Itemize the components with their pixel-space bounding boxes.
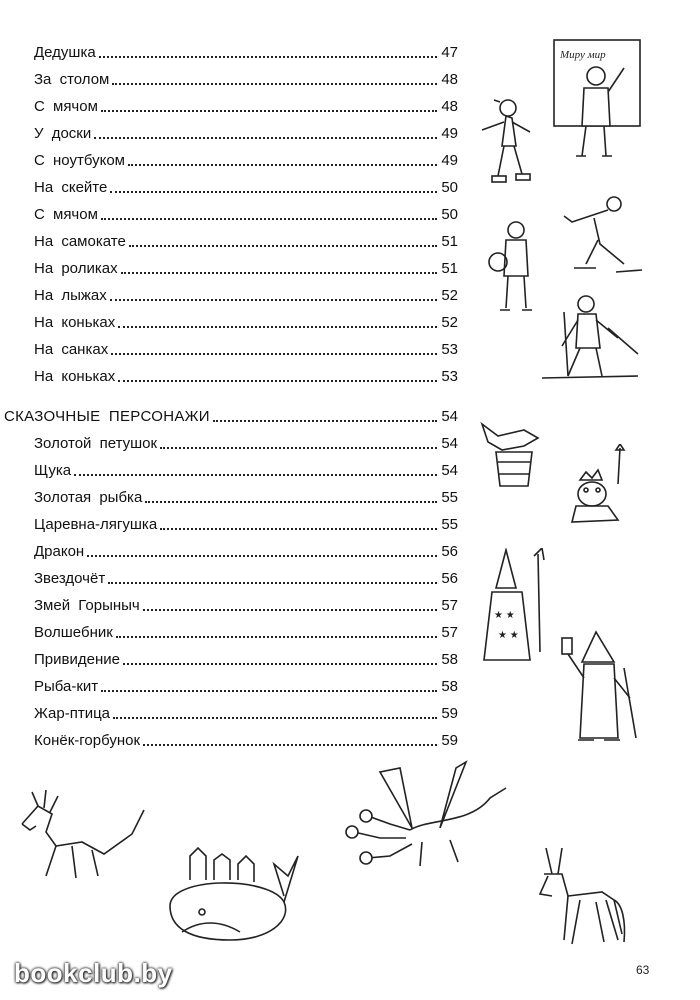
whale-with-town-illustration xyxy=(160,836,304,948)
humpbacked-horse-illustration xyxy=(522,844,632,952)
toc-title: У доски xyxy=(34,125,92,142)
toc-title: С мячом xyxy=(34,98,98,115)
toc-row xyxy=(34,229,458,251)
toc-row xyxy=(34,94,458,116)
toc-page: 49 xyxy=(441,152,458,169)
dot-leader xyxy=(128,164,437,166)
frog-princess-illustration xyxy=(568,444,638,534)
speed-skater-illustration xyxy=(552,194,652,280)
toc-row xyxy=(34,310,458,332)
toc-title: Конёк-горбунок xyxy=(34,732,141,749)
toc-page: 51 xyxy=(441,233,458,250)
toc-title: Золотая рыбка xyxy=(34,489,143,506)
pike-in-barrel-illustration xyxy=(478,414,548,490)
dot-leader xyxy=(110,299,437,301)
toc-page: 57 xyxy=(441,624,458,641)
dot-leader xyxy=(110,191,437,193)
toc-title: С мячом xyxy=(34,206,98,223)
toc-title: На самокате xyxy=(34,233,126,250)
toc-page: 59 xyxy=(441,732,458,749)
toc-row xyxy=(34,67,458,89)
boy-with-ball-illustration xyxy=(486,218,542,318)
toc-page: 57 xyxy=(441,597,458,614)
toc-row xyxy=(34,728,458,750)
dot-leader xyxy=(87,555,437,557)
dot-leader xyxy=(94,137,437,139)
dot-leader xyxy=(111,353,437,355)
toc-title: Волшебник xyxy=(34,624,113,641)
toc-page: 49 xyxy=(441,125,458,142)
toc-title: На коньках xyxy=(34,314,116,331)
toc-page: 59 xyxy=(441,705,458,722)
toc-page: 56 xyxy=(441,543,458,560)
toc-title: Змей Горыныч xyxy=(34,597,140,614)
dot-leader xyxy=(74,474,437,476)
toc-title: На санках xyxy=(34,341,109,358)
dot-leader xyxy=(101,218,437,220)
toc-row xyxy=(34,175,458,197)
toc-page: 51 xyxy=(441,260,458,277)
three-headed-dragon-illustration xyxy=(340,758,510,878)
dot-leader xyxy=(160,447,437,449)
toc-page: 58 xyxy=(441,678,458,695)
toc-row xyxy=(34,40,458,62)
dot-leader xyxy=(213,420,437,422)
toc-title: С ноутбуком xyxy=(34,152,125,169)
toc-page: 48 xyxy=(441,71,458,88)
toc-page: 55 xyxy=(441,489,458,506)
dot-leader xyxy=(121,272,437,274)
dot-leader xyxy=(101,690,437,692)
toc-page: 52 xyxy=(441,287,458,304)
toc-title: Золотой петушок xyxy=(34,435,158,452)
toc-page: 48 xyxy=(441,98,458,115)
toc-row xyxy=(34,485,458,507)
toc-title: Рыба-кит xyxy=(34,678,99,695)
toc-row xyxy=(34,647,458,669)
dot-leader xyxy=(160,528,437,530)
wizard-with-lantern-illustration xyxy=(556,628,642,748)
toc-row xyxy=(34,148,458,170)
dot-leader xyxy=(99,56,437,58)
toc-page: 56 xyxy=(441,570,458,587)
toc-row xyxy=(34,283,458,305)
dot-leader xyxy=(145,501,437,503)
toc-title: За столом xyxy=(34,71,110,88)
skier-illustration xyxy=(538,292,648,384)
toc-row xyxy=(34,458,458,480)
dot-leader xyxy=(116,636,437,638)
section-title: СКАЗОЧНЫЕ ПЕРСОНАЖИ xyxy=(4,408,210,425)
dot-leader xyxy=(123,663,437,665)
toc-page: 52 xyxy=(441,314,458,331)
toc-page: 50 xyxy=(441,179,458,196)
toc-row xyxy=(34,256,458,278)
watermark: bookclub.by xyxy=(14,958,173,988)
section-heading xyxy=(4,404,458,426)
firebird-dragon-illustration xyxy=(12,784,152,888)
toc-row xyxy=(34,701,458,723)
toc-title: Щука xyxy=(34,462,72,479)
toc-title: На скейте xyxy=(34,179,108,196)
toc-row xyxy=(34,539,458,561)
toc-title: На лыжах xyxy=(34,287,107,304)
toc-row xyxy=(34,566,458,588)
toc-row xyxy=(34,593,458,615)
toc-row xyxy=(34,674,458,696)
board-text: Миру мир xyxy=(560,49,606,61)
svg-text:★ ★: ★ ★ xyxy=(494,610,515,621)
dot-leader xyxy=(112,83,437,85)
toc-row xyxy=(34,620,458,642)
toc-title: Жар-птица xyxy=(34,705,111,722)
toc-page: 53 xyxy=(441,341,458,358)
page-number: 63 xyxy=(636,963,650,977)
toc-title: Дедушка xyxy=(34,44,96,61)
toc-row xyxy=(34,121,458,143)
toc-row xyxy=(34,364,458,386)
dot-leader xyxy=(118,380,437,382)
toc-page: 55 xyxy=(441,516,458,533)
toc-page: 47 xyxy=(441,44,458,61)
toc-page: 58 xyxy=(441,651,458,668)
toc-page: 53 xyxy=(441,368,458,385)
toc-title: Звездочёт xyxy=(34,570,106,587)
toc-title: Привидение xyxy=(34,651,120,668)
toc-row xyxy=(34,431,458,453)
dot-leader xyxy=(143,609,437,611)
girl-on-rollerblades-illustration xyxy=(472,96,552,196)
toc-title: На роликах xyxy=(34,260,118,277)
svg-text:★ ★: ★ ★ xyxy=(498,630,519,641)
dot-leader xyxy=(129,245,437,247)
toc-title: Царевна-лягушка xyxy=(34,516,158,533)
dot-leader xyxy=(108,582,437,584)
toc-row xyxy=(34,512,458,534)
dot-leader xyxy=(118,326,437,328)
dot-leader xyxy=(143,744,437,746)
toc-title: Дракон xyxy=(34,543,85,560)
boy-at-blackboard-illustration xyxy=(548,36,644,162)
toc-page: 54 xyxy=(441,462,458,479)
toc-page: 50 xyxy=(441,206,458,223)
dot-leader xyxy=(113,717,437,719)
stargazer-illustration xyxy=(478,548,554,664)
toc-row xyxy=(34,337,458,359)
dot-leader xyxy=(101,110,437,112)
toc-title: На коньках xyxy=(34,368,116,385)
toc-page: 54 xyxy=(441,435,458,452)
toc-page: 54 xyxy=(441,408,458,425)
toc-row xyxy=(34,202,458,224)
